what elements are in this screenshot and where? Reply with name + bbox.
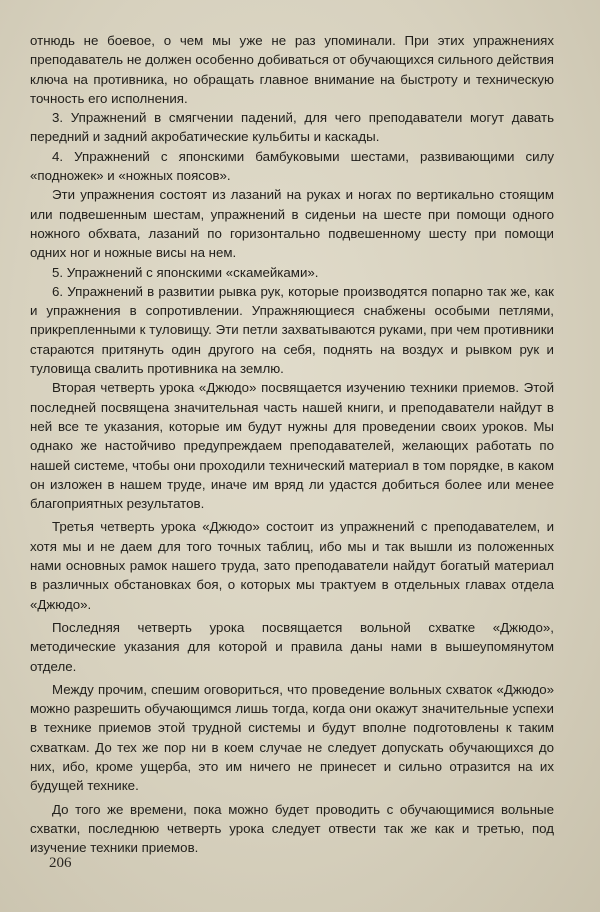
paragraph-item-6: 6. Упражнений в развитии рывка рук, которые производятся попарно так же, как и упражнения в сопротивлении. Упражняющиеся снабжены особыми петлями, прикрепленными к туловищу. Эти петли захватываются руками, при чем противники стараются притянуть один другого на себя, поднять на воздух и рывком рук и туловища свалить противника на землю. [30,283,554,377]
paragraph-last-quarter: Последняя четверть урока посвящается вольной схватке «Джюдо», методические указания для которой и правила даны нами в вышеупомянутом отделе. [30,619,554,674]
paragraph-pole-exercises: Эти упражнения состоят из лазаний на руках и ногах по вертикально стоящим или подвешенным шестам, упражнений в сиденьи на шесте при помощи одного ножного обхвата, лазаний по горизонтально подвешенному шесту при помощи одних ног и ножные висы на нем. [30,187,554,261]
body-text [30,31,554,857]
paragraph-item-5: 5. Упражнений с японскими «скамейками». [52,264,319,280]
paragraph-second-quarter: Вторая четверть урока «Джюдо» посвящается изучению техники приемов. Этой последней посвящена значительная часть нашей книги, и преподаватели найдут в ней все те указания, которые им будут нужны для проведении своих уроков. Мы однако же настойчиво предупреждаем преподавателей, желающих работать по нашей системе, чтобы они проходили технический материал в том порядке, в каком он изложен в нашем труде, иначе им вряд ли удастся добиться более или менее благоприятных результатов. [30,380,554,512]
paragraph-until-then: До того же времени, пока можно будет проводить с обучающимися вольные схватки, последнюю четверть урока следует отвести так же как и третью, под изучение техники приемов. [30,801,554,856]
paragraph-item-3: 3. Упражнений в смягчении падений, для чего преподаватели могут давать передний и задний акробатические кульбиты и каскады. [30,110,554,145]
paragraph-item-4: 4. Упражнений с японскими бамбуковыми шестами, развивающими силу «подножек» и «ножных поясов». [30,148,554,184]
page-number: 206 [49,855,72,871]
paragraph-free-bouts: Между прочим, спешим оговориться, что проведение вольных схваток «Джюдо» можно разрешить обучающимся лишь тогда, когда они окажут значительные успехи в технике приемов этой трудной системы и будут вполне подготовлены к таким схваткам. До тех же пор ни в коем случае не следует допускать обучающихся до них, ибо, кроме ущерба, это им ничего не принесет и сильно отразится на их будущей технике. [30,681,554,794]
paragraph-continuation: отнюдь не боевое, о чем мы уже не раз упоминали. При этих упражнениях преподаватель не должен особенно добиваться от обучающихся сильного действия ключа на противника, но обращать главное внимание на быстроту и техническую точность его исполнения. [30,33,554,106]
paragraph-third-quarter: Третья четверть урока «Джюдо» состоит из упражнений с преподавателем, и хотя мы и не даем для того точных таблиц, ибо мы и так вышли из положенных нами основных рамок нашего труда, зато преподаватели найдут богатый материал в различных обстановках боя, о которых мы трактуем в отдельных главах отдела «Джюдо». [30,519,554,612]
